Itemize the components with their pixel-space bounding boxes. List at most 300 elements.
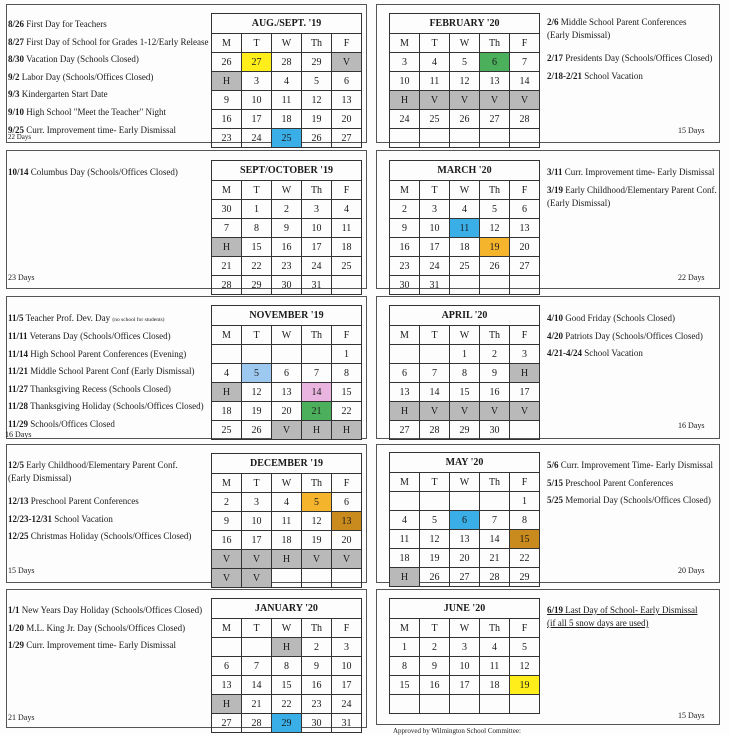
week-row [390,638,540,657]
school-days-count: 23 Days [8,273,35,282]
day-cell: 24 [420,257,450,276]
month-title: JUNE '20 [390,599,540,619]
day-cell: 31 [332,714,362,733]
day-cell: 26 [212,53,242,72]
day-cell-highlighted: 6 [480,53,510,72]
weekday-header: M [390,34,420,53]
week-row [390,568,540,587]
weekday-header: F [332,34,362,53]
day-cell: 26 [242,421,272,440]
event-description: First Day for Teachers [24,19,107,29]
event-item [8,402,204,411]
day-cell [510,695,540,714]
day-cell [302,569,332,588]
day-cell: 22 [242,257,272,276]
day-cell: 6 [510,200,540,219]
day-cell: 29 [510,568,540,587]
day-cell: 16 [212,531,242,550]
day-cell: 30 [480,421,510,440]
week-row [212,493,362,512]
event-description: Preschool Parent Conferences [563,477,674,488]
event-description: New Years Day Holiday (Schools/Offices Closed) [19,605,203,615]
day-cell: 11 [332,219,362,238]
day-cell-highlighted: 5 [302,493,332,512]
week-row [390,257,540,276]
day-cell: 23 [302,695,332,714]
day-cell: 20 [272,402,302,421]
day-cell-highlighted: H [390,568,420,587]
event-date: 11/5 [8,313,24,323]
week-row [390,53,540,72]
day-cell: 28 [242,714,272,733]
school-days-count: 15 Days [8,566,35,575]
weekday-header: M [212,181,242,200]
day-cell [480,492,510,511]
event-description: Curr. Improvement time- Early Dismissal [24,640,176,651]
event-item [8,108,208,117]
day-cell-highlighted: V [510,402,540,421]
event-date: 11/27 [8,383,29,394]
month-calendar-grid [389,160,540,295]
week-row [212,238,362,257]
day-cell: 2 [212,493,242,512]
day-cell-highlighted: V [450,91,480,110]
week-row [212,531,362,550]
day-cell: 3 [420,200,450,219]
weekday-header: M [390,326,420,345]
day-cell: 4 [480,638,510,657]
event-date: 5/15 [547,477,564,488]
event-item [547,72,712,81]
weekday-header: M [212,619,242,638]
day-cell: 14 [420,383,450,402]
day-cell: 21 [480,549,510,568]
day-cell-highlighted: 27 [242,53,272,72]
day-cell: 18 [480,676,510,695]
day-cell: 8 [272,657,302,676]
day-cell: 13 [212,676,242,695]
weekday-header: M [212,326,242,345]
event-description-continued: (Early Dismissal) [547,197,611,208]
day-cell: 3 [242,493,272,512]
day-cell: 24 [390,110,420,129]
day-cell: 9 [420,657,450,676]
day-cell [332,276,362,295]
day-cell: 30 [302,714,332,733]
day-cell: 19 [242,402,272,421]
event-item [547,606,698,615]
day-cell-highlighted: H [212,695,242,714]
event-date: 9/2 [8,71,20,82]
day-cell: 18 [390,549,420,568]
day-cell: 12 [302,91,332,110]
week-row [212,200,362,219]
day-cell: 4 [420,53,450,72]
day-cell: 28 [480,568,510,587]
day-cell: 12 [420,530,450,549]
day-cell: 1 [450,345,480,364]
day-cell-highlighted: V [242,550,272,569]
event-description: First Day of School for Grades 1-12/Early Release [24,36,209,47]
day-cell: 7 [480,511,510,530]
day-cell: 24 [332,695,362,714]
event-item [8,38,208,47]
day-cell-highlighted: V [332,53,362,72]
event-date: 11/28 [8,401,29,412]
event-date: 3/11 [547,167,563,177]
day-cell [480,276,510,295]
weekday-header: W [272,34,302,53]
day-cell [272,569,302,588]
weekday-header: W [450,181,480,200]
day-cell: 16 [390,238,420,257]
event-item [8,20,208,29]
event-item [8,461,191,470]
week-row [390,549,540,568]
event-description: School Vacation [52,513,113,524]
day-cell [480,129,510,148]
school-days-count: 16 Days [678,421,705,430]
week-row [390,657,540,676]
event-description: M.L. King Jr. Day (Schools/Offices Closed) [24,622,186,633]
day-cell: 10 [390,72,420,91]
event-date: 1/20 [8,622,25,633]
day-cell: 26 [420,568,450,587]
week-row [390,695,540,714]
day-cell: 2 [272,200,302,219]
day-cell-highlighted: H [390,402,420,421]
month-title: FEBRUARY '20 [390,14,540,34]
day-cell [302,345,332,364]
day-cell: 4 [332,200,362,219]
event-date: 11/11 [8,331,28,342]
event-date: 2/17 [547,53,564,63]
week-row [390,421,540,440]
day-cell: 14 [242,676,272,695]
day-cell: 19 [302,531,332,550]
day-cell: 7 [420,364,450,383]
week-row [390,276,540,295]
day-cell: 9 [212,512,242,531]
day-cell: 29 [302,53,332,72]
day-cell: 18 [212,402,242,421]
event-date: 5/6 [547,460,559,470]
day-cell-highlighted: 25 [272,129,302,148]
weekday-header: T [242,474,272,493]
week-row [390,238,540,257]
day-cell: 12 [510,657,540,676]
week-row [390,129,540,148]
day-cell: 31 [420,276,450,295]
day-cell-highlighted: 14 [302,383,332,402]
week-row [212,402,362,421]
week-row [212,657,362,676]
day-cell-highlighted: V [272,421,302,440]
week-row [212,714,362,733]
event-date: 4/20 [547,330,564,341]
weekday-header: Th [480,619,510,638]
day-cell: 27 [212,714,242,733]
day-cell [332,569,362,588]
event-item [8,532,191,541]
week-row [212,638,362,657]
day-cell: 12 [242,383,272,402]
day-cell [420,695,450,714]
event-description: Teacher Prof. Dev. Day [23,313,113,323]
day-cell: 24 [302,257,332,276]
day-cell: 28 [272,53,302,72]
month-title: MARCH '20 [390,161,540,181]
event-description: High School "Meet the Teacher" Night [24,106,167,117]
day-cell: 5 [302,72,332,91]
event-description: Last Day of School- Early Dismissal [563,605,698,615]
day-cell: 15 [332,383,362,402]
weekday-header: W [450,619,480,638]
day-cell-highlighted: V [480,402,510,421]
day-cell: 4 [450,200,480,219]
week-row [390,364,540,383]
event-description: Early Childhood/Elementary Parent Conf. [24,460,178,470]
day-cell [420,492,450,511]
day-cell [272,345,302,364]
day-cell: 6 [390,364,420,383]
day-cell-highlighted: H [332,421,362,440]
event-description: School Vacation [582,70,643,81]
week-row [390,676,540,695]
day-cell-highlighted: V [450,402,480,421]
event-date: 9/25 [8,124,25,135]
weekday-header: W [450,326,480,345]
day-cell: 30 [212,200,242,219]
day-cell: 30 [390,276,420,295]
month-title: AUG./SEPT. '19 [212,14,362,34]
event-item [547,186,717,195]
day-cell: 9 [302,657,332,676]
day-cell: 17 [242,531,272,550]
weekday-header: Th [302,326,332,345]
day-cell: 8 [450,364,480,383]
week-row [212,53,362,72]
event-date: 12/23-12/31 [8,513,52,524]
month-events-list [547,606,698,642]
day-cell: 3 [332,638,362,657]
day-cell: 14 [480,530,510,549]
day-cell-highlighted: 5 [242,364,272,383]
day-cell: 2 [302,638,332,657]
event-item [8,385,204,394]
weekday-header: Th [480,326,510,345]
weekday-header: W [272,326,302,345]
event-description-continued: (Early Dismissal) [547,30,611,40]
month-events-list [8,606,202,659]
day-cell [450,129,480,148]
day-cell: 29 [242,276,272,295]
day-cell: 10 [302,219,332,238]
week-row [212,512,362,531]
day-cell [242,345,272,364]
day-cell [450,276,480,295]
week-row [390,91,540,110]
day-cell-highlighted: V [242,569,272,588]
week-row [390,511,540,530]
week-row [390,219,540,238]
event-description: Schools/Offices Closed [28,419,115,430]
month-title: DECEMBER '19 [212,454,362,474]
day-cell: 13 [272,383,302,402]
weekday-header: W [450,473,480,492]
event-date: 4/21-4/24 [547,348,582,359]
event-date: 9/3 [8,89,20,100]
event-description: Vacation Day (Schools Closed) [24,54,139,65]
week-row [390,200,540,219]
day-cell-highlighted: 6 [450,511,480,530]
day-cell: 18 [332,238,362,257]
day-cell: 20 [450,549,480,568]
day-cell: 19 [420,549,450,568]
day-cell: 26 [480,257,510,276]
weekday-header: Th [480,181,510,200]
weekday-header: F [510,473,540,492]
day-cell: 4 [212,364,242,383]
day-cell-highlighted: V [420,91,450,110]
event-description: School Vacation [582,348,643,359]
day-cell: 26 [450,110,480,129]
day-cell: 10 [332,657,362,676]
day-cell-highlighted: 15 [510,530,540,549]
event-date: 11/14 [8,348,29,359]
event-item [547,349,703,358]
school-days-count: 22 Days [8,133,32,141]
week-row [390,72,540,91]
day-cell-highlighted: V [212,569,242,588]
day-cell: 11 [420,72,450,91]
month-events-list [8,314,204,438]
day-cell-highlighted: H [390,91,420,110]
event-date: 10/14 [8,167,29,177]
day-cell: 8 [510,511,540,530]
day-cell: 29 [450,421,480,440]
event-item [8,90,208,99]
day-cell: 10 [450,657,480,676]
weekday-header: Th [480,473,510,492]
day-cell: 4 [272,493,302,512]
day-cell: 3 [242,72,272,91]
event-description: Middle School Parent Conferences [558,17,687,27]
month-calendar-grid [389,13,540,148]
event-item [8,420,204,429]
weekday-header: T [420,34,450,53]
weekday-header: W [272,619,302,638]
event-item [8,126,208,135]
day-cell: 20 [510,238,540,257]
day-cell: 20 [332,531,362,550]
day-cell: 15 [390,676,420,695]
day-cell: 17 [302,238,332,257]
month-events-list [547,18,712,89]
day-cell-highlighted: H [272,638,302,657]
day-cell: 22 [332,402,362,421]
week-row [390,492,540,511]
day-cell: 10 [242,91,272,110]
day-cell: 5 [450,53,480,72]
day-cell: 16 [212,110,242,129]
day-cell: 10 [420,219,450,238]
day-cell: 6 [332,72,362,91]
week-row [390,345,540,364]
event-date: 11/29 [8,419,29,430]
day-cell: 25 [212,421,242,440]
week-row [212,550,362,569]
school-days-count: 16 Days [5,430,32,439]
day-cell: 30 [272,276,302,295]
day-cell [212,638,242,657]
event-item [8,73,208,82]
day-cell: 1 [332,345,362,364]
day-cell: 25 [332,257,362,276]
day-cell: 13 [332,91,362,110]
day-cell: 10 [242,512,272,531]
day-cell: 15 [242,238,272,257]
day-cell: 11 [480,657,510,676]
day-cell-highlighted: H [212,72,242,91]
day-cell: 4 [390,511,420,530]
weekday-header: T [242,619,272,638]
day-cell: 24 [242,129,272,148]
event-date: 5/25 [547,495,564,506]
day-cell: 27 [510,257,540,276]
school-days-count: 15 Days [678,126,705,135]
month-calendar-grid [389,452,540,587]
month-events-list [547,314,703,367]
day-cell: 3 [302,200,332,219]
event-item [8,314,204,324]
event-description: Curr. Improvement time- Early Dismissal [24,124,176,135]
day-cell: 19 [302,110,332,129]
month-events-list [547,461,713,514]
event-date: 1/1 [8,605,20,615]
day-cell-highlighted: V [510,91,540,110]
day-cell-highlighted: V [332,550,362,569]
month-title: NOVEMBER '19 [212,306,362,326]
weekday-header: T [420,473,450,492]
day-cell: 11 [390,530,420,549]
event-date: 3/19 [547,184,564,195]
month-events-list [8,20,208,143]
weekday-header: T [242,326,272,345]
day-cell: 18 [272,531,302,550]
day-cell: 13 [390,383,420,402]
event-item [8,624,202,633]
weekday-header: T [420,326,450,345]
day-cell-highlighted: V [480,91,510,110]
day-cell: 9 [212,91,242,110]
event-date: 12/13 [8,496,29,506]
day-cell: 9 [480,364,510,383]
event-description: Memorial Day (Schools/Offices Closed) [563,495,711,506]
weekday-header: M [390,181,420,200]
event-item [547,461,713,470]
event-description: Thanksgiving Recess (Schools Closed) [28,383,171,394]
event-description: Middle School Parent Conf (Early Dismissal) [28,366,195,377]
day-cell [390,345,420,364]
day-cell [480,695,510,714]
day-cell: 15 [450,383,480,402]
weekday-header: Th [302,34,332,53]
weekday-header: M [212,34,242,53]
event-item [547,168,717,177]
event-description: Kindergarten Start Date [19,89,108,100]
day-cell [510,276,540,295]
